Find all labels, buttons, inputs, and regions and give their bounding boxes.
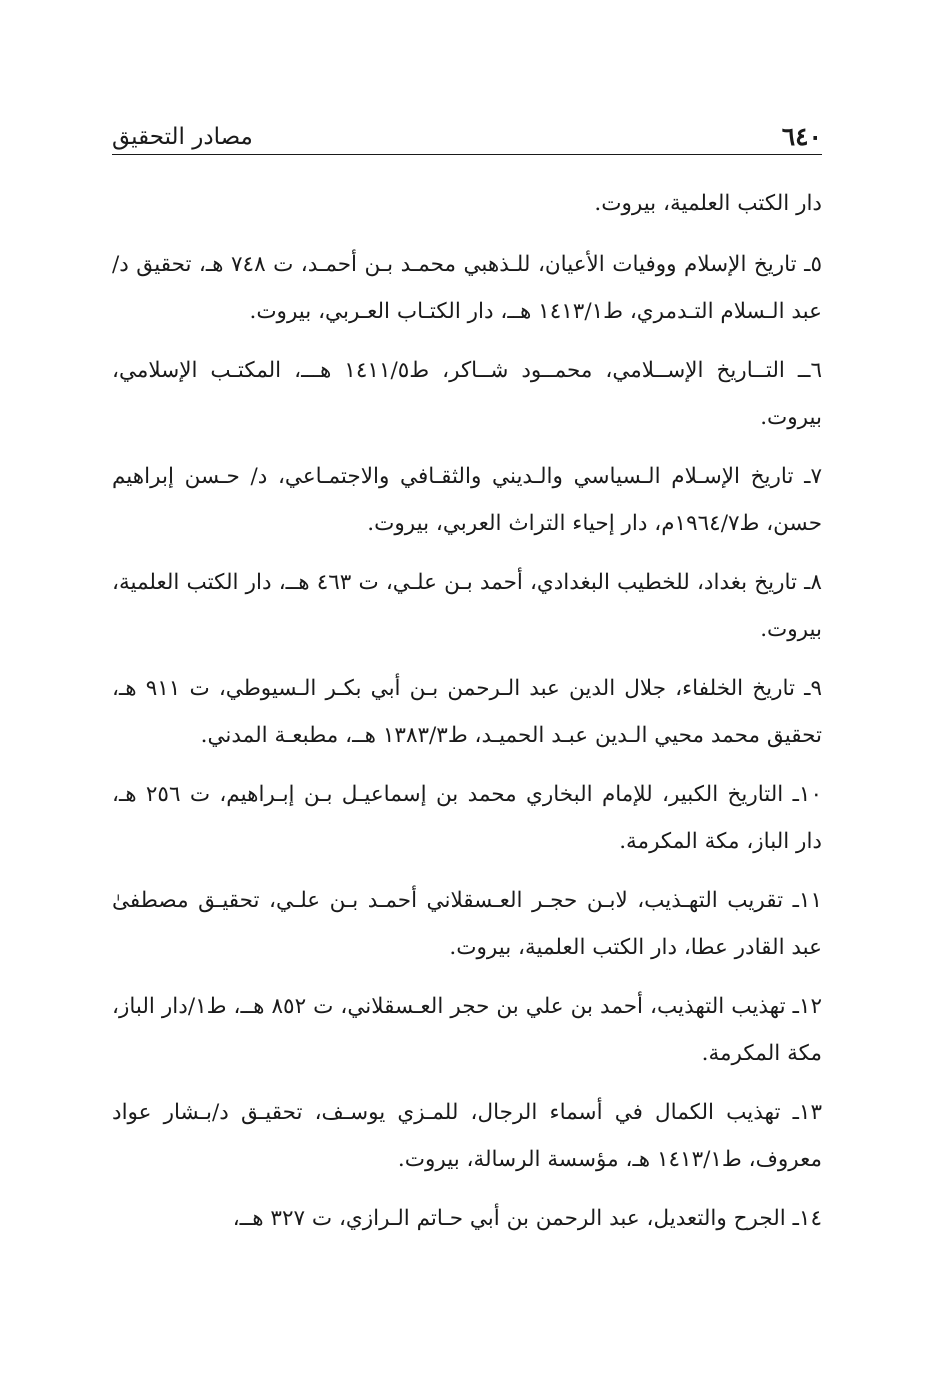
bibliography-entry-9: ٩ـ تاريخ الخلفاء، جلال الدين عبد الـرحمن بـن أبي بكـر الـسيوطي، ت ٩١١ هـ، تحقيق محمد محيي الـدين عبـد الحميـد، ط١٣٨٣/٣ هــ، مطبعـة المدني. <box>112 676 822 748</box>
header-title: مصادر التحقيق <box>112 124 253 150</box>
header-divider <box>112 154 822 155</box>
bibliography-entry-10: ١٠ـ التاريخ الكبير، للإمام البخاري محمد بن إسماعيـل بـن إبـراهيم، ت ٢٥٦ هـ، دار الباز، مكة المكرمة. <box>112 782 822 854</box>
bibliography-entry-continued: دار الكتب العلمية، بيروت. <box>594 191 822 216</box>
running-header <box>112 112 822 152</box>
bibliography-entry-7: ٧ـ تاريخ الإسـلام الـسياسي والـديني والثقـافي والاجتمـاعي، د/ حـسن إبراهيم حسن، ط١٩٦٤/٧م، دار إحياء التراث العربي، بيروت. <box>112 464 822 536</box>
bibliography-entry-6: ٦ــ التــاريخ الإســلامي، محمــود شــاكر، ط١٤١١/٥ هـــ، المكتـب الإسلامي، بيروت. <box>112 358 822 430</box>
bibliography-entry-14: ١٤ـ الجرح والتعديل، عبد الرحمن بن أبي حـاتم الـرازي، ت ٣٢٧ هــ، <box>232 1206 822 1231</box>
page-number: ٦٤٠ <box>781 122 822 151</box>
bibliography-entry-12: ١٢ـ تهذيب التهذيب، أحمد بن علي بن حجر العـسقلاني، ت ٨٥٢ هــ، ط١/دار الباز، مكة المكرمة. <box>112 994 822 1066</box>
bibliography-entry-8: ٨ـ تاريخ بغداد، للخطيب البغدادي، أحمد بـن علـي، ت ٤٦٣ هــ، دار الكتب العلمية، بيروت. <box>112 570 822 642</box>
bibliography-entry-13: ١٣ـ تهذيب الكمال في أسماء الرجال، للمـزي يوسـف، تحقيـق د/بـشار عواد معروف، ط١٤١٣/١ هـ، مؤسسة الرسالة، بيروت. <box>112 1100 822 1172</box>
bibliography-list <box>112 180 822 1254</box>
bibliography-entry-11: ١١ـ تقريب التهـذيب، لابـن حجـر العـسقلاني أحمـد بـن علـي، تحقيـق مصطفىٰ عبد القادر عطا، دار الكتب العلمية، بيروت. <box>112 888 822 960</box>
bibliography-entry-5: ٥ـ تاريخ الإسلام ووفيات الأعيان، للـذهبي محمـد بـن أحمـد، ت ٧٤٨ هـ، تحقيق د/عبد الـسلام التـدمري، ط١٤١٣/١ هــ، دار الكتـاب العـربي، بيروت. <box>112 252 822 324</box>
